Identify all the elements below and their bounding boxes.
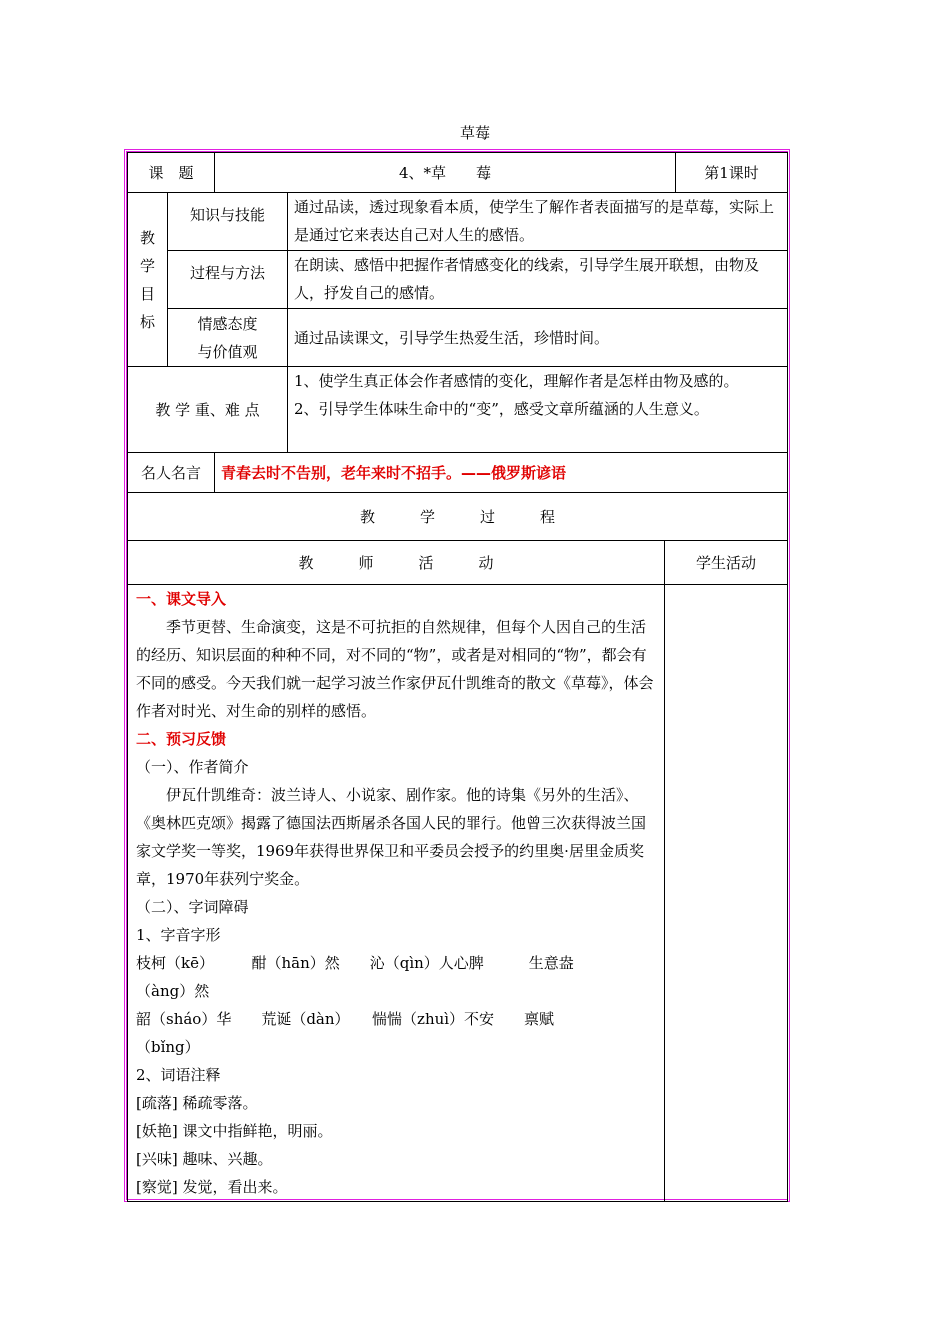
goal-label-emotion-line1: 情感态度 [197, 314, 258, 333]
process-table [127, 492, 788, 1202]
section-2-sub1: （一）、作者简介 [136, 758, 249, 776]
goal-label-knowledge: 知识与技能 [168, 193, 288, 251]
key-points-label: 教 学 重、难 点 [128, 367, 288, 453]
section-1-title: 一、课文导入 [136, 590, 227, 608]
gloss-item: [兴味] 趣味、兴趣。 [136, 1150, 273, 1168]
teacher-activity-content [128, 585, 665, 1202]
topic-value: 4、*草 莓 [215, 153, 676, 193]
pinyin-line-2: 韶（sháo）华 荒诞（dàn） 惴惴（zhuì）不安 禀赋 [136, 1010, 555, 1028]
quote-table [127, 452, 788, 493]
gloss-item: [疏落] 稀疏零落。 [136, 1094, 258, 1112]
goal-text-knowledge: 通过品读，透过现象看本质，使学生了解作者表面描写的是草莓，实际上是通过它来表达自己对人生的感悟。 [288, 193, 788, 251]
goal-text-emotion: 通过品读课文，引导学生热爱生活，珍惜时间。 [288, 309, 788, 367]
pinyin-line-1b: （àng）然 [136, 982, 210, 1000]
section-1-text: 季节更替、生命演变，这是不可抗拒的自然规律，但每个人因自己的生活的经历、知识层面的种种不同，对不同的“物”，或者是对相同的“物”，都会有不同的感受。今天我们就一起学习波兰作家伊瓦什凯维奇的散文《草莓》，体会作者对时光、对生命的别样的感悟。 [136, 618, 654, 720]
item-glossary: 2、词语注释 [136, 1066, 221, 1084]
item-pronunciation: 1、字音字形 [136, 926, 221, 944]
goal-text-process: 在朗读、感悟中把握作者情感变化的线索，引导学生展开联想，由物及人，抒发自己的感情。 [288, 251, 788, 309]
author-intro: 伊瓦什凯维奇：波兰诗人、小说家、剧作家。他的诗集《另外的生活》、《奥林匹克颂》揭露了德国法西斯屠杀各国人民的罪行。他曾三次获得波兰国家文学奖一等奖，1969年获得世界保卫和平委员会授予的约里奥·居里金质奖章，1970年获列宁奖金。 [136, 786, 647, 888]
pinyin-line-2b: （bǐng） [136, 1038, 200, 1056]
pinyin-line-1: 枝柯（kē） 酣（hān）然 沁（qìn）人心脾 生意盎 [136, 954, 574, 972]
lesson-info-table [127, 152, 788, 193]
teacher-activity-header: 教 师 活 动 [128, 541, 665, 585]
goal-label-process: 过程与方法 [168, 251, 288, 309]
student-activity-content [665, 585, 788, 1202]
goal-label-emotion-line2: 与价值观 [197, 342, 258, 361]
gloss-item: [察觉] 发觉，看出来。 [136, 1178, 288, 1196]
section-2-title: 二、预习反馈 [136, 730, 227, 748]
goals-label-char: 教 [139, 228, 155, 247]
goals-label [128, 193, 168, 367]
topic-label: 课 题 [128, 153, 215, 193]
section-2-sub2: （二）、字词障碍 [136, 898, 249, 916]
key-points-table [127, 366, 788, 453]
lesson-plan-frame [124, 149, 790, 1202]
key-point-2: 2、引导学生体味生命中的“变”，感受文章所蕴涵的人生意义。 [294, 400, 709, 418]
quote-text: 青春去时不告别，老年来时不招手。——俄罗斯谚语 [215, 453, 788, 493]
goals-label-char: 学 [139, 256, 155, 275]
student-activity-header: 学生活动 [665, 541, 788, 585]
document-title: 草莓 [459, 124, 490, 142]
goals-table [127, 192, 788, 367]
period-label: 第1课时 [676, 153, 788, 193]
gloss-item: [妖艳] 课文中指鲜艳，明丽。 [136, 1122, 333, 1140]
process-title: 教 学 过 程 [128, 493, 788, 541]
goals-label-char: 目 [139, 284, 155, 303]
quote-label: 名人名言 [128, 453, 215, 493]
goals-label-char: 标 [139, 312, 155, 331]
goal-label-emotion [168, 309, 288, 367]
key-point-1: 1、使学生真正体会作者感情的变化，理解作者是怎样由物及感的。 [294, 372, 739, 390]
